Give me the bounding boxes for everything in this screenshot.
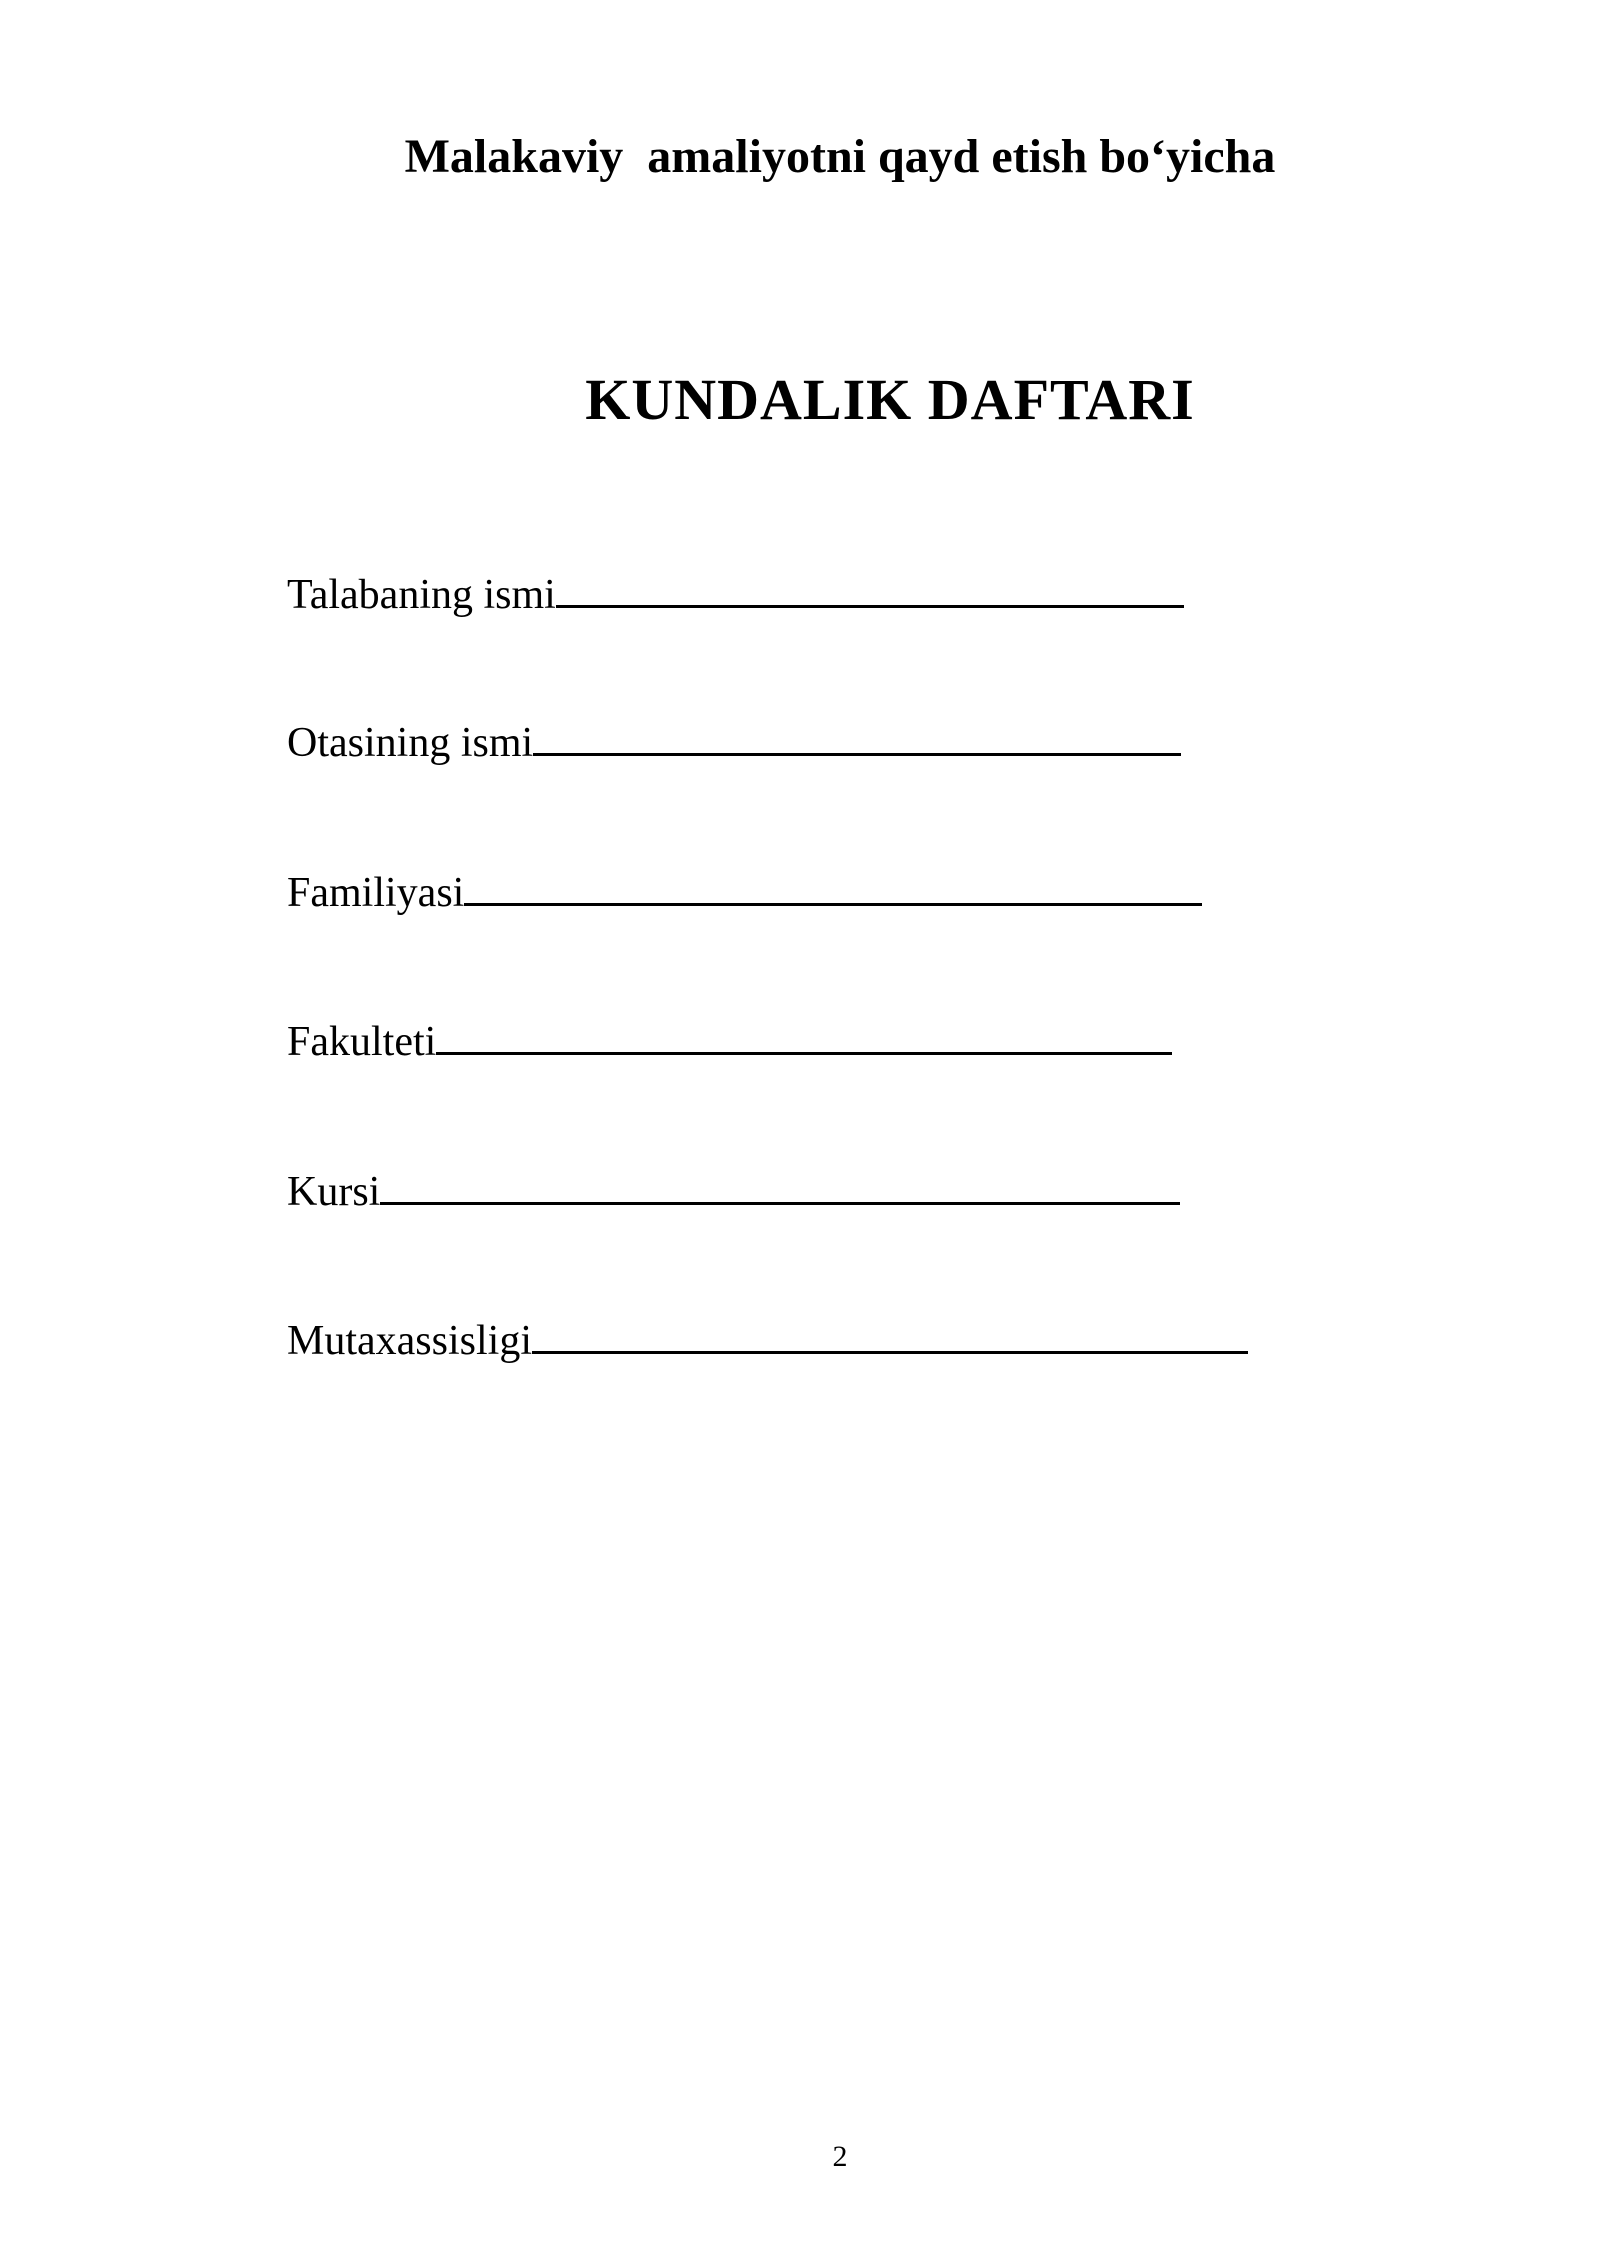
field-label: Familiyasi <box>287 870 465 916</box>
field-father-name <box>287 718 1181 768</box>
field-student-name <box>287 570 1184 620</box>
field-label: Mutaxassisligi <box>287 1318 533 1364</box>
field-label: Kursi <box>287 1169 381 1215</box>
field-label: Talabaning ismi <box>287 572 556 618</box>
course-blank-line[interactable] <box>380 1168 1180 1205</box>
field-specialty <box>287 1316 1248 1366</box>
specialty-blank-line[interactable] <box>532 1317 1248 1354</box>
document-title: KUNDALIK DAFTARI <box>585 367 1195 432</box>
page-number: 2 <box>832 2140 848 2173</box>
field-label: Otasining ismi <box>287 720 534 766</box>
field-surname <box>287 868 1202 918</box>
father-name-blank-line[interactable] <box>533 719 1181 756</box>
field-course <box>287 1167 1180 1217</box>
student-name-blank-line[interactable] <box>556 571 1184 608</box>
document-subtitle: Malakaviy amaliyotni qayd etish bo‘yicha <box>404 130 1276 183</box>
field-faculty <box>287 1017 1172 1067</box>
faculty-blank-line[interactable] <box>436 1018 1172 1055</box>
surname-blank-line[interactable] <box>464 869 1202 906</box>
field-label: Fakulteti <box>287 1019 437 1065</box>
